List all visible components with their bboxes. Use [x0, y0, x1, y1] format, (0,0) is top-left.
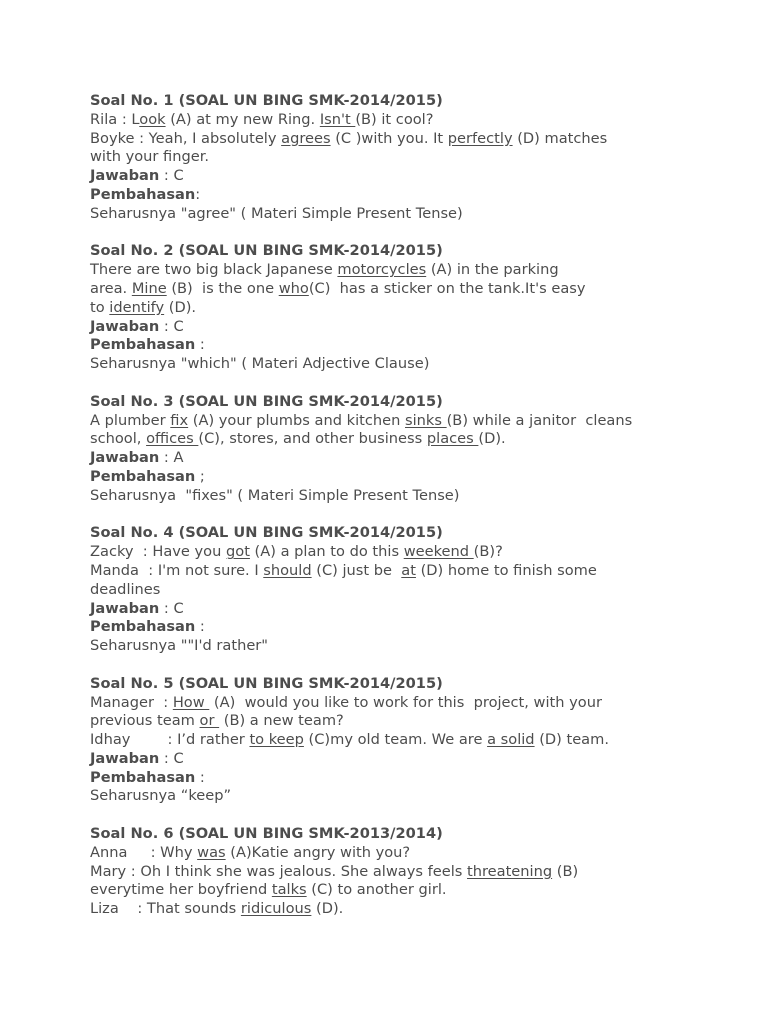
question-text: (C )with you. It [330, 129, 448, 147]
discussion-heading [90, 769, 690, 788]
question-text: (D) team. [534, 731, 609, 749]
question-text: (B) is the one [166, 279, 279, 297]
question-text: deadlines [90, 580, 161, 598]
underlined-option: at [401, 561, 416, 579]
discussion-text: Seharusnya “keep” [90, 787, 232, 805]
question-line [90, 412, 690, 431]
underlined-option: was [197, 843, 226, 861]
answer-separator: : [159, 749, 174, 767]
underlined-option: or [199, 712, 220, 730]
question-title: Soal No. 5 (SOAL UN BING SMK-2014/2015) [90, 674, 443, 692]
discussion-text: Seharusnya "agree" ( Materi Simple Present Tense) [90, 204, 463, 222]
question-block [90, 393, 690, 506]
question-line [90, 863, 690, 882]
question-text: (C) to another girl. [306, 881, 447, 899]
question-block [90, 675, 690, 807]
question-line [90, 111, 690, 130]
underlined-option: identify [109, 298, 165, 316]
question-text: (A) your plumbs and kitchen [188, 411, 405, 429]
question-line [90, 712, 690, 731]
answer-separator: : [159, 167, 174, 185]
underlined-option: fix [170, 411, 189, 429]
question-text: (D) home to finish some [415, 561, 597, 579]
question-line [90, 900, 690, 919]
question-line [90, 130, 690, 149]
question-block [90, 242, 690, 374]
question-text: (B) [552, 862, 579, 880]
answer-line [90, 449, 690, 468]
underlined-option: perfectly [447, 129, 513, 147]
question-title: Soal No. 6 (SOAL UN BING SMK-2013/2014) [90, 825, 443, 843]
question-line [90, 280, 690, 299]
underlined-option: Mine [131, 279, 167, 297]
answer-line [90, 600, 690, 619]
underlined-option: got [226, 543, 250, 561]
question-text: with your finger. [90, 148, 210, 166]
question-text: everytime her boyfriend [90, 881, 272, 899]
question-text: (A) would you like to work for this project, with your [209, 693, 602, 711]
underlined-option: Isn't [319, 110, 356, 128]
question-text: Anna : Why [90, 843, 198, 861]
answer-label: Jawaban [90, 167, 160, 185]
underlined-option: ook [139, 110, 166, 128]
underlined-option: threatening [467, 862, 553, 880]
discussion-separator: : [195, 618, 205, 636]
underlined-option: weekend [403, 543, 474, 561]
question-title: Soal No. 1 (SOAL UN BING SMK-2014/2015) [90, 92, 443, 109]
discussion-heading [90, 186, 690, 205]
question-title: Soal No. 2 (SOAL UN BING SMK-2014/2015) [90, 242, 443, 260]
answer-line [90, 167, 690, 186]
question-line [90, 694, 690, 713]
question-block [90, 92, 690, 224]
question-block [90, 825, 690, 919]
question-text: (C), stores, and other business [198, 430, 427, 448]
question-line [90, 844, 690, 863]
question-line [90, 731, 690, 750]
answer-value: C [173, 749, 184, 767]
underlined-option: sinks [405, 411, 447, 429]
question-text: (A) a plan to do this [249, 543, 404, 561]
question-text: area. [90, 279, 132, 297]
question-text: Manda : I'm not sure. I [90, 561, 264, 579]
discussion-label: Pembahasan [90, 768, 196, 786]
question-text: (A)Katie angry with you? [225, 843, 411, 861]
answer-line [90, 318, 690, 337]
underlined-option: places [426, 430, 479, 448]
discussion-label: Pembahasan [90, 618, 196, 636]
question-line [90, 543, 690, 562]
discussion-text: Seharusnya "which" ( Materi Adjective Clause) [90, 355, 430, 373]
discussion-heading [90, 618, 690, 637]
answer-separator: : [159, 449, 174, 467]
question-text: (C) has a sticker on the tank.It's easy [308, 279, 586, 297]
question-line [90, 881, 690, 900]
question-text: (B) it cool? [355, 110, 434, 128]
question-title: Soal No. 4 (SOAL UN BING SMK-2014/2015) [90, 524, 443, 542]
question-text: school, [90, 430, 147, 448]
answer-value: C [173, 317, 184, 335]
question-text: Liza : That sounds [90, 900, 241, 918]
discussion-separator: : [195, 185, 201, 203]
discussion-separator: : [195, 768, 205, 786]
discussion-label: Pembahasan [90, 467, 196, 485]
answer-line [90, 750, 690, 769]
question-line [90, 430, 690, 449]
question-line [90, 261, 690, 280]
underlined-option: ridiculous [240, 900, 312, 918]
answer-label: Jawaban [90, 599, 160, 617]
underlined-option: who [278, 279, 309, 297]
underlined-option: offices [146, 430, 199, 448]
question-text: (D). [311, 900, 344, 918]
underlined-option: a solid [487, 731, 535, 749]
underlined-option: agrees [281, 129, 331, 147]
answer-separator: : [159, 599, 174, 617]
question-text: (B)? [473, 543, 503, 561]
question-line [90, 299, 690, 318]
answer-value: A [173, 449, 184, 467]
question-text: to [90, 298, 110, 316]
question-text: (B) a new team? [219, 712, 344, 730]
question-text: (B) while a janitor cleans [446, 411, 633, 429]
underlined-option: talks [271, 881, 307, 899]
question-text: (D) matches [512, 129, 608, 147]
question-line [90, 562, 690, 581]
question-text: (D). [478, 430, 506, 448]
question-line [90, 148, 690, 167]
discussion-label: Pembahasan [90, 185, 196, 203]
discussion-heading [90, 336, 690, 355]
discussion-label: Pembahasan [90, 336, 196, 354]
discussion-separator: ; [195, 467, 205, 485]
answer-label: Jawaban [90, 749, 160, 767]
question-text: Rila : L [90, 110, 140, 128]
discussion-text: Seharusnya "fixes" ( Materi Simple Present Tense) [90, 486, 460, 504]
answer-separator: : [159, 317, 174, 335]
question-text: (A) in the parking [426, 261, 559, 279]
underlined-option: How [172, 693, 210, 711]
question-block [90, 524, 690, 656]
question-text: There are two big black Japanese [90, 261, 338, 279]
question-line [90, 581, 690, 600]
question-title: Soal No. 3 (SOAL UN BING SMK-2014/2015) [90, 392, 443, 410]
question-text: (C)my old team. We are [303, 731, 488, 749]
question-text: previous team [90, 712, 200, 730]
answer-value: C [173, 167, 184, 185]
question-text: A plumber [90, 411, 171, 429]
underlined-option: to keep [249, 731, 304, 749]
question-text: (A) at my new Ring. [165, 110, 320, 128]
discussion-heading [90, 468, 690, 487]
question-text: (D). [164, 298, 197, 316]
answer-label: Jawaban [90, 317, 160, 335]
question-text: Boyke : Yeah, I absolutely [90, 129, 282, 147]
answer-value: C [173, 599, 184, 617]
question-text: (C) just be [311, 561, 402, 579]
discussion-text: Seharusnya ""I'd rather" [90, 637, 269, 655]
underlined-option: motorcycles [337, 261, 427, 279]
answer-label: Jawaban [90, 449, 160, 467]
underlined-option: should [263, 561, 312, 579]
discussion-separator: : [195, 336, 205, 354]
question-text: Idhay : I’d rather [90, 731, 250, 749]
question-text: Zacky : Have you [90, 543, 226, 561]
question-text: Mary : Oh I think she was jealous. She always feels [90, 862, 468, 880]
question-list [90, 92, 690, 938]
question-text: Manager : [90, 693, 173, 711]
